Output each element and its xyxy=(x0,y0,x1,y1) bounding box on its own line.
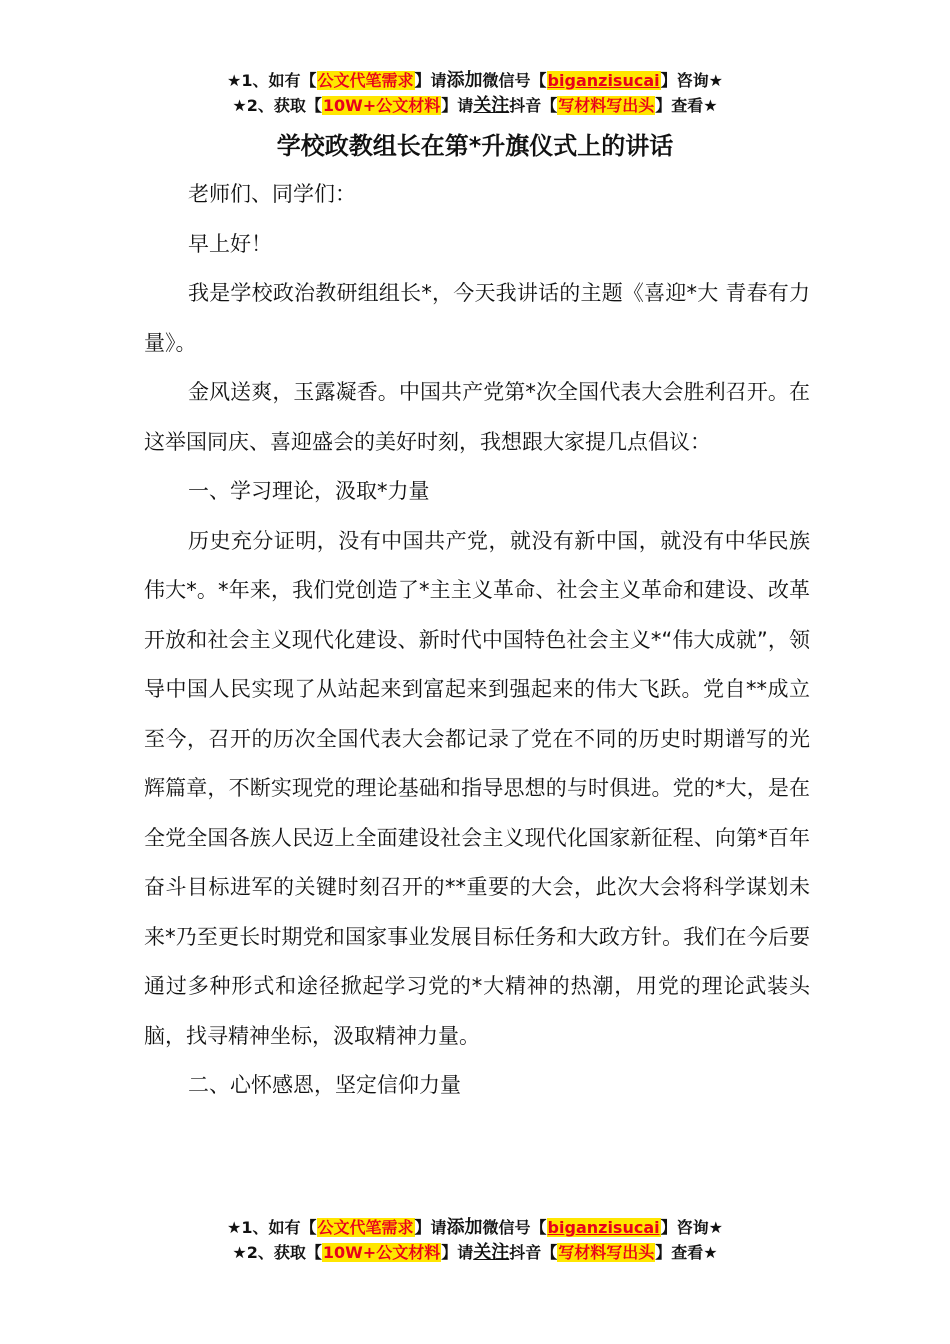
promo-emphasis: 添加 xyxy=(446,1217,483,1238)
paragraph-intro: 我是学校政治教研组组长*，今天我讲话的主题《喜迎*大 青春有力量》。 xyxy=(144,281,810,355)
promo-text: 抖音【 xyxy=(509,96,558,115)
footer-promo-banner xyxy=(0,1215,950,1265)
promo-text: 】请 xyxy=(414,1218,447,1237)
document-body xyxy=(144,170,810,1111)
header-promo-banner xyxy=(0,68,950,118)
promo-line-2 xyxy=(0,1240,950,1265)
promo-highlight: 公文代笔需求 xyxy=(317,71,414,90)
promo-line-1 xyxy=(0,1215,950,1240)
paragraph-section-1: 历史充分证明，没有中国共产党，就没有新中国，就没有中华民族伟大*。*年来，我们党创造了*主主义革命、社会主义革命和建设、改革开放和社会主义现代化建设、新时代中国特色社会主义*“伟大成就”，领导中国人民实现了从站起来到富起来到强起来的伟大飞跃。党自**成立至今，召开的历次全国代表大会都记录了党在不同的历史时期谱写的光辉篇章，不断实现党的理论基础和指导思想的与时俱进。党的*大，是在全党全国各族人民迈上全面建设社会主义现代化国家新征程、向第*百年奋斗目标进军的关键时刻召开的**重要的大会，此次大会将科学谋划未来*乃至更长时期党和国家事业发展目标任务和大政方针。我们在今后要通过多种形式和途径掀起学习党的*大精神的热潮，用党的理论武装头脑，找寻精神坐标，汲取精神力量。 xyxy=(144,528,810,1048)
promo-wechat-id: biganzisucai xyxy=(547,1218,660,1237)
promo-text: ★1、如有【 xyxy=(227,1218,317,1237)
promo-text: 】请 xyxy=(414,71,447,90)
promo-line-2 xyxy=(0,93,950,118)
promo-line-1 xyxy=(0,68,950,93)
promo-text: 】咨询★ xyxy=(660,1218,723,1237)
promo-emphasis: 关注 xyxy=(473,1242,510,1263)
promo-text: 】查看★ xyxy=(655,96,718,115)
paragraph-opening: 金风送爽，玉露凝香。中国共产党第*次全国代表大会胜利召开。在这举国同庆、喜迎盛会的美好时刻，我想跟大家提几点倡议： xyxy=(144,380,810,454)
promo-text: 微信号【 xyxy=(482,71,547,90)
paragraph-greeting: 早上好！ xyxy=(188,231,272,256)
promo-emphasis: 添加 xyxy=(446,70,483,91)
document-title: 学校政教组长在第*升旗仪式上的讲话 xyxy=(276,132,674,160)
section-heading-2: 二、心怀感恩，坚定信仰力量 xyxy=(188,1073,461,1097)
promo-text: 微信号【 xyxy=(482,1218,547,1237)
paragraph-salutation: 老师们、同学们： xyxy=(188,182,356,206)
promo-text: ★1、如有【 xyxy=(227,71,317,90)
promo-text: 】请 xyxy=(441,1243,474,1262)
promo-text: ★2、获取【 xyxy=(232,1243,322,1262)
promo-text: 】咨询★ xyxy=(660,71,723,90)
section-heading-1: 一、学习理论，汲取*力量 xyxy=(188,479,430,503)
promo-highlight: 公文代笔需求 xyxy=(317,1218,414,1237)
promo-douyin-id: 写材料写出头 xyxy=(558,1243,655,1262)
promo-text: 抖音【 xyxy=(509,1243,558,1262)
promo-text: 】请 xyxy=(441,96,474,115)
promo-text: ★2、获取【 xyxy=(232,96,322,115)
promo-douyin-id: 写材料写出头 xyxy=(558,96,655,115)
promo-text: 】查看★ xyxy=(655,1243,718,1262)
promo-highlight: 10W+公文材料 xyxy=(322,96,441,115)
promo-emphasis: 关注 xyxy=(473,95,510,116)
promo-highlight: 10W+公文材料 xyxy=(322,1243,441,1262)
promo-wechat-id: biganzisucai xyxy=(547,71,660,90)
